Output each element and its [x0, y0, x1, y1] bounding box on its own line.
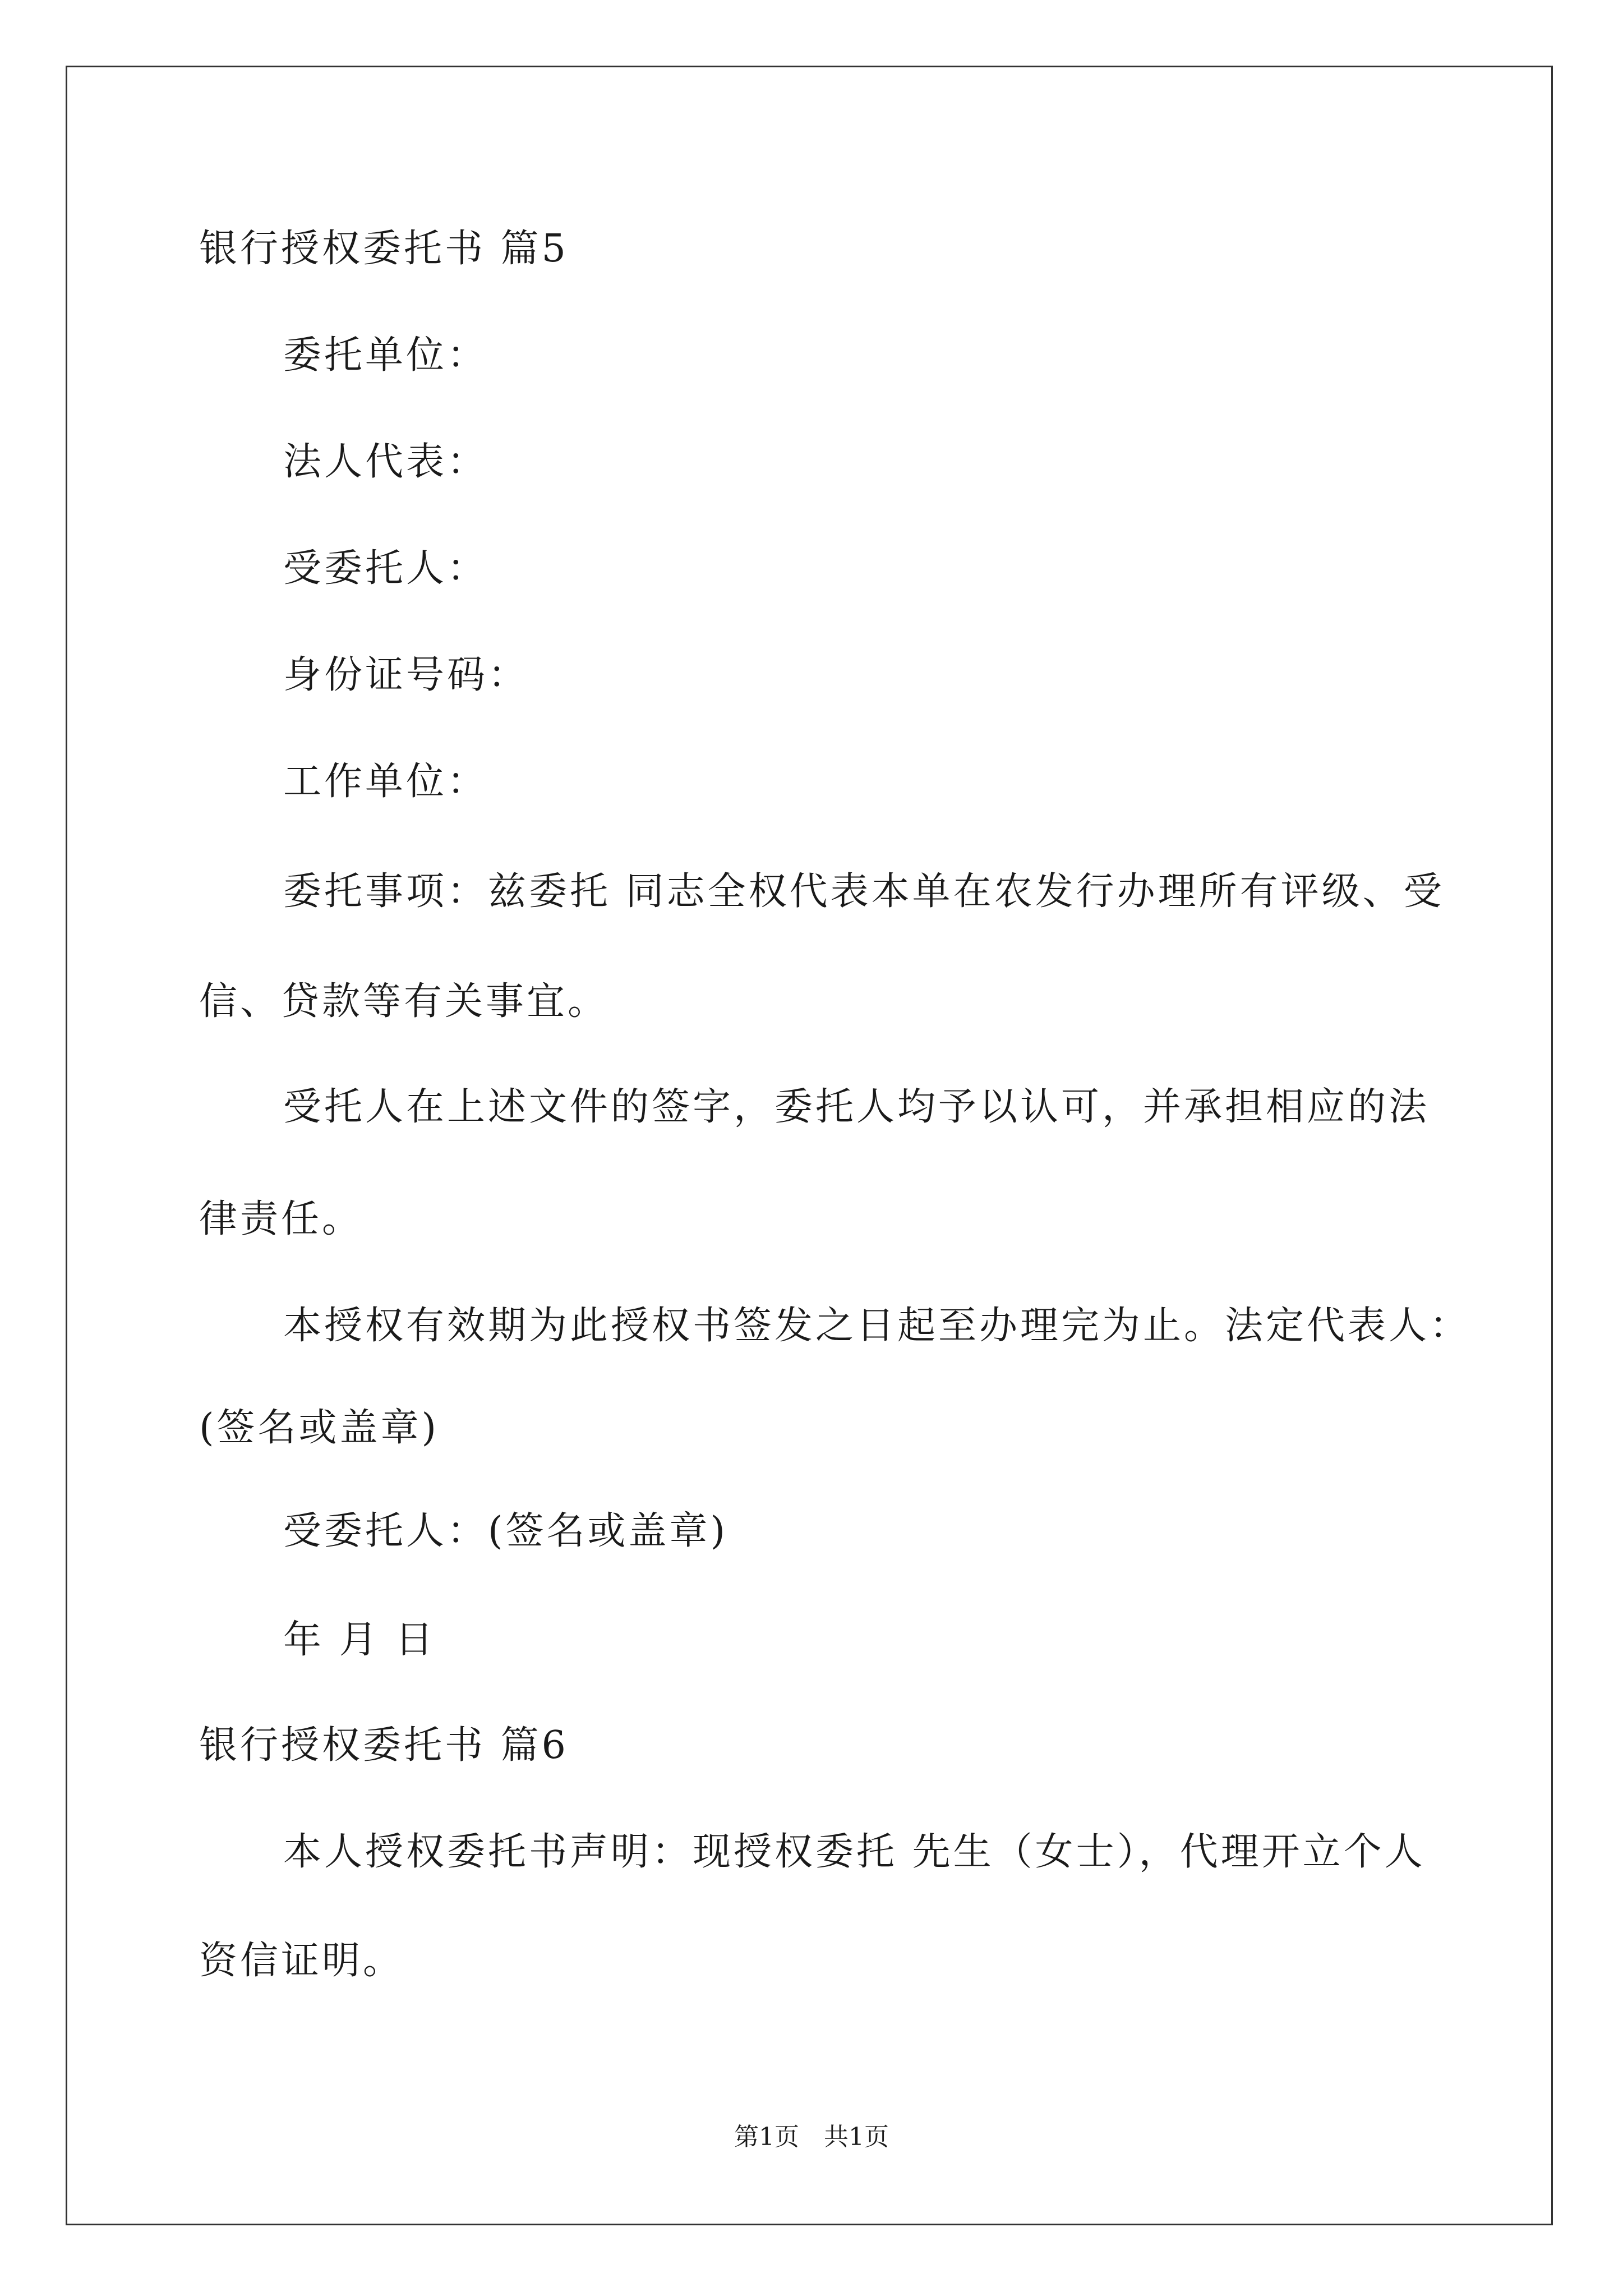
field-legal-representative: 法人代表：: [283, 440, 488, 484]
paragraph-entrusted-matters-cont: 信、贷款等有关事宜。: [199, 979, 609, 1024]
paragraph-validity-period: 本授权有效期为此授权书签发之日起至办理完为止。法定代表人：: [283, 1304, 1471, 1348]
paragraph-authorization-statement-cont: 资信证明。: [199, 1939, 404, 1983]
field-trustee: 受委托人：: [283, 546, 488, 591]
paragraph-entrusted-matters: 委托事项：兹委托 同志全权代表本单在农发行办理所有评级、受: [283, 869, 1445, 914]
date-line: 年 月 日: [283, 1618, 436, 1662]
page-border: [66, 66, 1553, 2225]
signature-line-trustee: 受委托人：(签名或盖章): [283, 1509, 728, 1553]
section-heading: 银行授权委托书 篇6: [199, 1723, 569, 1768]
paragraph-signature-recognition-cont: 律责任。: [199, 1197, 363, 1241]
section-heading: 银行授权委托书 篇5: [199, 227, 569, 271]
field-work-unit: 工作单位：: [283, 760, 488, 804]
paragraph-authorization-statement: 本人授权委托书声明：现授权委托 先生（女士），代理开立个人: [283, 1830, 1426, 1874]
paragraph-signature-recognition: 受托人在上述文件的签字，委托人均予以认可，并承担相应的法: [283, 1085, 1430, 1129]
page-number-footer: 第1页 共1页: [734, 2123, 889, 2151]
signature-note-legal-rep: (签名或盖章): [199, 1406, 440, 1450]
field-id-number: 身份证号码：: [283, 653, 529, 697]
field-entrusting-unit: 委托单位：: [283, 333, 488, 378]
